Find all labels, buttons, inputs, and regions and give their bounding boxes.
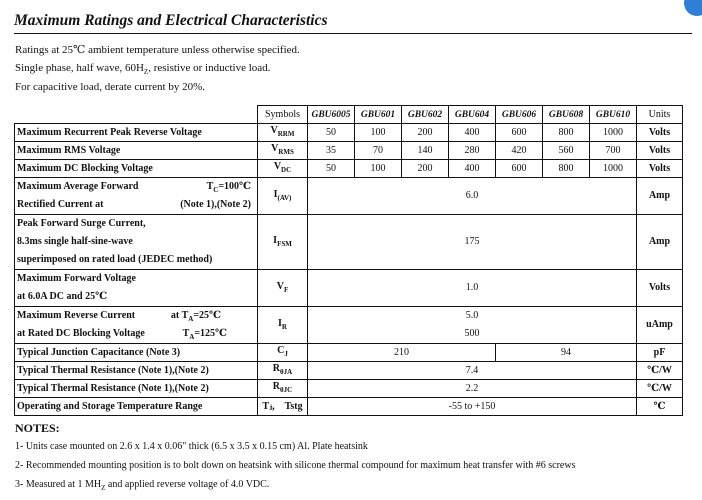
table-row-temp	[15, 398, 683, 416]
unit-cell: Amp	[637, 215, 683, 270]
value-cell: 6.0	[308, 178, 637, 215]
value-cell: 800	[543, 124, 590, 142]
symbol-cell: $R_{\theta JA}$	[258, 362, 308, 380]
note-3: 3- Measured at 1 $MH_Z$ and applied reverse voltage of 4.0 VDC.	[15, 479, 270, 492]
param-label: Maximum DC Blocking Voltage	[15, 160, 258, 178]
value-cell: 1000	[590, 160, 637, 178]
header-model: GBU608	[543, 106, 590, 124]
symbol-cell: $I_R$	[258, 307, 308, 344]
header-blank	[15, 106, 258, 124]
value-cell: 560	[543, 142, 590, 160]
value-cell: 200	[402, 124, 449, 142]
value-cell: 140	[402, 142, 449, 160]
value-cell: 420	[496, 142, 543, 160]
unit-cell: ℃/W	[637, 362, 683, 380]
value-cell: 400	[449, 160, 496, 178]
value-cell: 600	[496, 124, 543, 142]
value-cell: 7.4	[308, 362, 637, 380]
unit-cell: Volts	[637, 160, 683, 178]
table-row-ir	[15, 307, 683, 344]
value-cell: 280	[449, 142, 496, 160]
param-label: Maximum Forward Voltage at 6.0A DC and 25℃	[15, 270, 258, 307]
value-cell: 700	[590, 142, 637, 160]
value-cell: 210	[308, 344, 496, 362]
value-cell: 2.2	[308, 380, 637, 398]
table-row-cj	[15, 344, 683, 362]
page-title: Maximum Ratings and Electrical Characteristics	[14, 12, 328, 29]
corner-badge	[684, 0, 702, 16]
value-cell: 50	[308, 160, 355, 178]
unit-cell: Amp	[637, 178, 683, 215]
header-symbols: Symbols	[258, 106, 308, 124]
header-model: GBU6005	[308, 106, 355, 124]
unit-cell: uAmp	[637, 307, 683, 344]
unit-cell: Volts	[637, 124, 683, 142]
table-row-vf	[15, 270, 683, 307]
value-cell: 200	[402, 160, 449, 178]
value-cell: 400	[449, 124, 496, 142]
symbol-cell: $V_F$	[258, 270, 308, 307]
symbol-cell: $R_{\theta JC}$	[258, 380, 308, 398]
table-row-rjc	[15, 380, 683, 398]
value-cell: -55 to +150	[308, 398, 637, 416]
unit-cell: Volts	[637, 142, 683, 160]
param-label: Operating and Storage Temperature Range	[15, 398, 258, 416]
unit-cell: pF	[637, 344, 683, 362]
value-cell: 1000	[590, 124, 637, 142]
table-row-vrrm	[15, 124, 683, 142]
table-row-vdc	[15, 160, 683, 178]
unit-cell: Volts	[637, 270, 683, 307]
symbol-cell: $I_{(AV)}$	[258, 178, 308, 215]
value-cell: 100	[355, 124, 402, 142]
param-label: Peak Forward Surge Current, 8.3ms single half-sine-wave superimposed on rated load (JEDEC method)	[15, 215, 258, 270]
param-label: Maximum RMS Voltage	[15, 142, 258, 160]
note-2: 2- Recommended mounting position is to bolt down on heatsink with silicone thermal compound for maximum heat transfer with #6 screws	[15, 460, 576, 471]
ratings-table	[14, 105, 683, 416]
notes-title: NOTES:	[15, 421, 60, 435]
unit-cell: ℃	[637, 398, 683, 416]
header-model: GBU604	[449, 106, 496, 124]
title-divider	[14, 33, 692, 34]
value-cell: 50	[308, 124, 355, 142]
param-label: Typical Thermal Resistance (Note 1),(Note 2)	[15, 362, 258, 380]
value-cell: 600	[496, 160, 543, 178]
note-1: 1- Units case mounted on 2.6 x 1.4 x 0.06" thick (6.5 x 3.5 x 0.15 cm) Al. Plate heatsink	[15, 441, 368, 452]
value-cell: 5.0 500	[308, 307, 637, 344]
symbol-cell: $V_{RMS}$	[258, 142, 308, 160]
symbol-cell: $V_{RRM}$	[258, 124, 308, 142]
value-cell: 70	[355, 142, 402, 160]
table-row-ifsm	[15, 215, 683, 270]
value-cell: 94	[496, 344, 637, 362]
header-model: GBU602	[402, 106, 449, 124]
table-row-rja	[15, 362, 683, 380]
header-model: GBU601	[355, 106, 402, 124]
value-cell: 800	[543, 160, 590, 178]
header-model: GBU610	[590, 106, 637, 124]
intro-line-3: For capacitive load, derate current by 20%.	[15, 81, 205, 93]
header-model: GBU606	[496, 106, 543, 124]
header-units: Units	[637, 106, 683, 124]
value-cell: 100	[355, 160, 402, 178]
table-row-vrms	[15, 142, 683, 160]
symbol-cell: $C_J$	[258, 344, 308, 362]
unit-cell: ℃/W	[637, 380, 683, 398]
table-header-row	[15, 106, 683, 124]
param-label: Maximum Recurrent Peak Reverse Voltage	[15, 124, 258, 142]
value-cell: 175	[308, 215, 637, 270]
param-label: Typical Junction Capacitance (Note 3)	[15, 344, 258, 362]
symbol-cell: Tⱼ, Tstg	[258, 398, 308, 416]
symbol-cell: $I_{FSM}$	[258, 215, 308, 270]
param-label: Maximum Reverse Current at $T_A=25℃$ at Rated DC Blocking Voltage $T_A=125℃$	[15, 307, 258, 344]
value-cell: 1.0	[308, 270, 637, 307]
intro-line-1: Ratings at 25℃ ambient temperature unless otherwise specified.	[15, 44, 300, 56]
symbol-cell: $V_{DC}$	[258, 160, 308, 178]
param-label: Maximum Average Forward $T_C=100℃$ Rectified Current at (Note 1),(Note 2)	[15, 178, 258, 215]
table-row-iav	[15, 178, 683, 215]
param-label: Typical Thermal Resistance (Note 1),(Note 2)	[15, 380, 258, 398]
value-cell: 35	[308, 142, 355, 160]
intro-line-2: Single phase, half wave, $60H_Z$, resistive or inductive load.	[15, 62, 271, 77]
